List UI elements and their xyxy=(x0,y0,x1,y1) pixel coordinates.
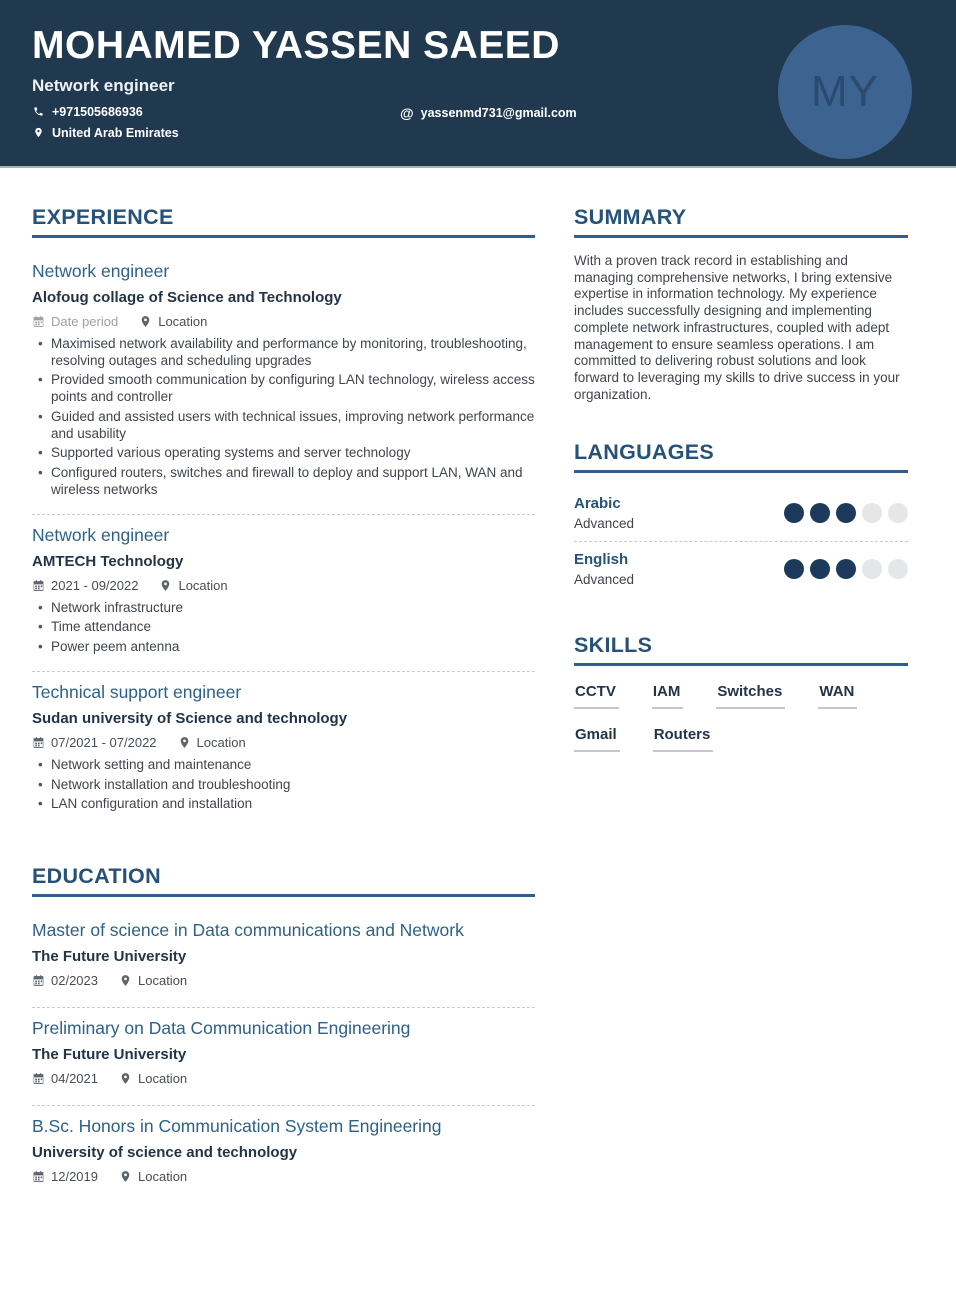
phone-number: +971505686936 xyxy=(52,104,143,119)
contact-info xyxy=(32,105,756,140)
language-proficiency-dots xyxy=(784,559,908,579)
location-meta xyxy=(159,578,227,593)
entry-organization: Sudan university of Science and technology xyxy=(32,709,348,727)
bullet-item: • Network infrastructure xyxy=(32,600,535,617)
location-text: Location xyxy=(158,314,208,329)
calendar-icon xyxy=(32,579,45,592)
entry-job-title: Technical support engineer xyxy=(32,681,242,702)
language-name: English xyxy=(574,550,629,568)
calendar-icon xyxy=(32,974,45,987)
location-meta xyxy=(119,973,187,988)
bullet-item: • Power peem antenna xyxy=(32,639,535,656)
language-info xyxy=(574,495,634,531)
language-row xyxy=(574,541,908,597)
bullet-item: • Provided smooth communication by configuring LAN technology, wireless access points and controller xyxy=(32,372,535,405)
date-period xyxy=(32,1071,98,1086)
date-period xyxy=(32,973,98,988)
location-pin-icon xyxy=(32,127,44,139)
location-pin-icon xyxy=(119,1170,132,1183)
phone-icon xyxy=(32,106,44,118)
entry-meta-row xyxy=(32,314,535,329)
language-row xyxy=(574,486,908,541)
education-section-title: EDUCATION xyxy=(32,864,535,897)
location-pin-icon xyxy=(139,315,152,328)
bullet-item: • LAN configuration and installation xyxy=(32,796,535,813)
experience-section-title: EXPERIENCE xyxy=(32,205,535,238)
skill-item: Routers xyxy=(653,726,714,752)
entry-bullet-list xyxy=(32,757,535,813)
bullet-item: • Network installation and troubleshooting xyxy=(32,777,535,794)
date-period xyxy=(32,1169,98,1184)
location-meta xyxy=(139,314,207,329)
summary-text: With a proven track record in establishing and managing comprehensive networks, I bring extensive expertise in information technology. My experience includes successfully designing and implementing complete network infrastructures, coupled with adept management to ensure seamless operations. I am committed to delivering robust solutions and look forward to leveraging my skills to drive success in your organization. xyxy=(574,253,900,402)
education-entry xyxy=(32,910,535,1007)
proficiency-dot-filled xyxy=(784,503,804,523)
languages-section-title: LANGUAGES xyxy=(574,440,908,473)
proficiency-dot-filled xyxy=(784,559,804,579)
calendar-icon xyxy=(32,1072,45,1085)
bullet-item: • Network setting and maintenance xyxy=(32,757,535,774)
entry-organization: Alofoug collage of Science and Technology xyxy=(32,289,342,306)
experience-section xyxy=(32,205,535,828)
resume-header xyxy=(0,0,956,168)
location-pin-icon xyxy=(119,974,132,987)
bullet-item: • Maximised network availability and performance by monitoring, troubleshooting, resolving outages and scheduling upgrades xyxy=(32,336,535,369)
degree-title: B.Sc. Honors in Communication System Engineering xyxy=(32,1116,442,1137)
date-text: 04/2021 xyxy=(51,1071,98,1087)
language-proficiency-dots xyxy=(784,503,908,523)
location-meta xyxy=(119,1071,187,1086)
experience-entry xyxy=(32,671,535,828)
entry-meta-row xyxy=(32,735,535,750)
email-row xyxy=(400,105,577,121)
entry-job-title: Network engineer xyxy=(32,261,170,281)
location-pin-icon xyxy=(119,1072,132,1085)
proficiency-dot-empty xyxy=(862,503,882,523)
skill-item: Switches xyxy=(716,683,785,709)
date-text: 2021 - 09/2022 xyxy=(51,577,139,593)
skills-section xyxy=(574,633,908,752)
person-job-title: Network engineer xyxy=(32,75,175,95)
avatar-initials: MY xyxy=(811,67,879,116)
language-info xyxy=(574,551,634,587)
proficiency-dot-filled xyxy=(810,503,830,523)
proficiency-dot-empty xyxy=(862,559,882,579)
entry-bullet-list xyxy=(32,336,535,499)
location-text: Location xyxy=(138,973,188,989)
date-text: 02/2023 xyxy=(51,973,98,989)
education-entry xyxy=(32,1105,535,1203)
date-period xyxy=(32,314,118,329)
location-text: Location xyxy=(178,577,228,593)
date-period xyxy=(32,578,138,593)
language-name: Arabic xyxy=(574,494,621,512)
proficiency-dot-empty xyxy=(888,503,908,523)
proficiency-dot-filled xyxy=(836,559,856,579)
proficiency-dot-empty xyxy=(888,559,908,579)
bullet-item: • Time attendance xyxy=(32,619,535,636)
calendar-icon xyxy=(32,1170,45,1183)
entry-job-title: Network engineer xyxy=(32,524,170,545)
entry-meta-row xyxy=(32,578,535,593)
school-name: University of science and technology xyxy=(32,1144,298,1162)
location-text: Location xyxy=(196,734,246,750)
right-column xyxy=(574,205,908,1239)
bullet-item: • Supported various operating systems and server technology xyxy=(32,445,535,462)
person-name: MOHAMED YASSEN SAEED xyxy=(32,24,560,67)
degree-title: Master of science in Data communications and Network xyxy=(32,920,464,941)
location-text: Location xyxy=(138,1169,188,1185)
education-entry xyxy=(32,1007,535,1105)
location-meta xyxy=(119,1169,187,1184)
location-meta xyxy=(178,735,246,750)
date-text: Date period xyxy=(51,314,119,329)
degree-title: Preliminary on Data Communication Engineering xyxy=(32,1018,411,1039)
calendar-icon xyxy=(32,315,45,328)
school-name: The Future University xyxy=(32,948,187,966)
email-address: yassenmd731@gmail.com xyxy=(420,105,577,120)
language-level: Advanced xyxy=(574,515,635,531)
skill-item: WAN xyxy=(818,683,857,709)
phone-row xyxy=(32,105,756,119)
date-period xyxy=(32,735,157,750)
left-column xyxy=(32,205,535,1239)
languages-section xyxy=(574,440,908,597)
experience-entry xyxy=(32,251,535,514)
skill-item: Gmail xyxy=(574,726,620,752)
summary-section-title: SUMMARY xyxy=(574,205,908,238)
resume-body xyxy=(0,168,956,1239)
location-pin-icon xyxy=(159,579,172,592)
entry-organization: AMTECH Technology xyxy=(32,552,184,570)
skill-item: IAM xyxy=(652,683,684,709)
proficiency-dot-filled xyxy=(836,503,856,523)
entry-meta-row xyxy=(32,973,535,988)
experience-entry xyxy=(32,514,535,671)
date-text: 07/2021 - 07/2022 xyxy=(51,734,157,750)
location-pin-icon xyxy=(178,736,191,749)
summary-section xyxy=(574,205,908,404)
location-row xyxy=(32,126,756,140)
education-section xyxy=(32,864,535,1203)
location-text: United Arab Emirates xyxy=(52,125,179,140)
bullet-item: • Configured routers, switches and firewall to deploy and support LAN, WAN and wireless networks xyxy=(32,465,535,498)
proficiency-dot-filled xyxy=(810,559,830,579)
location-text: Location xyxy=(138,1071,188,1087)
avatar xyxy=(778,25,912,159)
date-text: 12/2019 xyxy=(51,1169,98,1185)
entry-meta-row xyxy=(32,1169,535,1184)
skill-item: CCTV xyxy=(574,683,619,709)
language-level: Advanced xyxy=(574,571,635,587)
at-sign-icon: @ xyxy=(400,104,414,121)
school-name: The Future University xyxy=(32,1046,187,1064)
bullet-item: • Guided and assisted users with technical issues, improving network performance and usability xyxy=(32,409,535,442)
entry-bullet-list xyxy=(32,600,535,656)
skills-list xyxy=(574,679,908,752)
calendar-icon xyxy=(32,736,45,749)
skills-section-title: SKILLS xyxy=(574,633,908,666)
entry-meta-row xyxy=(32,1071,535,1086)
